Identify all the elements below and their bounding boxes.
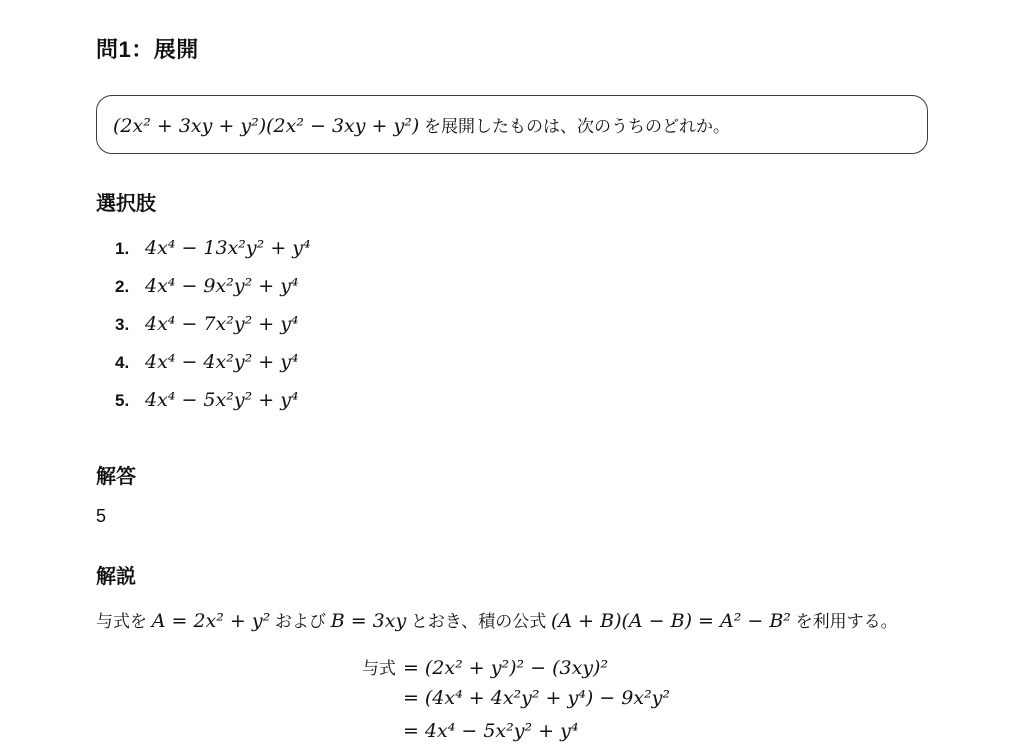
choice-number: 2. [115, 277, 130, 296]
explanation-text: 与式を [96, 612, 152, 631]
derivation-line-3 [354, 720, 670, 753]
choice-number: 4. [115, 353, 130, 372]
choice-row-2 [115, 275, 928, 313]
explanation-paragraph [96, 608, 928, 636]
derivation-rhs: = 4x⁴ − 5x²y² + y⁴ [402, 720, 579, 742]
answer-value: 5 [96, 506, 107, 526]
choice-row-5 [115, 389, 928, 427]
derivation-lhs: 与式 [361, 659, 396, 678]
explanation-formula: (A + B)(A − B) = A² − B² [550, 610, 791, 632]
choice-formula: 4x⁴ − 9x²y² + y⁴ [145, 275, 299, 297]
explanation-formula: B = 3xy [330, 610, 407, 632]
derivation-line-2 [354, 687, 670, 720]
explanation-text: を利用する。 [790, 612, 898, 631]
explanation-text: および [270, 612, 331, 631]
question-formula: (2x² + 3xy + y²)(2x² − 3xy + y²) [113, 115, 420, 137]
answer-heading: 解答 [96, 466, 136, 488]
choice-formula: 4x⁴ − 5x²y² + y⁴ [145, 389, 299, 411]
explanation-heading: 解説 [96, 566, 136, 588]
page-title: 問1：展開 [96, 37, 199, 62]
choice-list [115, 237, 928, 427]
choice-formula: 4x⁴ − 7x²y² + y⁴ [145, 313, 299, 335]
choice-number: 5. [115, 391, 130, 410]
choice-formula: 4x⁴ − 13x²y² + y⁴ [145, 237, 311, 259]
derivation-line-1 [354, 654, 670, 687]
choice-row-4 [115, 351, 928, 389]
choice-number: 3. [115, 315, 130, 334]
choices-heading: 選択肢 [96, 193, 156, 215]
choice-formula: 4x⁴ − 4x²y² + y⁴ [145, 351, 299, 373]
derivation-block [354, 654, 670, 753]
explanation-text: とおき、積の公式 [406, 612, 551, 631]
explanation-formula: A = 2x² + y² [151, 610, 271, 632]
choice-number: 1. [115, 239, 130, 258]
derivation-rhs: = (2x² + y²)² − (3xy)² [402, 657, 609, 679]
choice-row-1 [115, 237, 928, 275]
question-box [96, 95, 928, 154]
derivation-rhs: = (4x⁴ + 4x²y² + y⁴) − 9x²y² [402, 687, 671, 709]
choice-row-3 [115, 313, 928, 351]
question-text: を展開したものは、次のうちのどれか。 [419, 117, 730, 136]
